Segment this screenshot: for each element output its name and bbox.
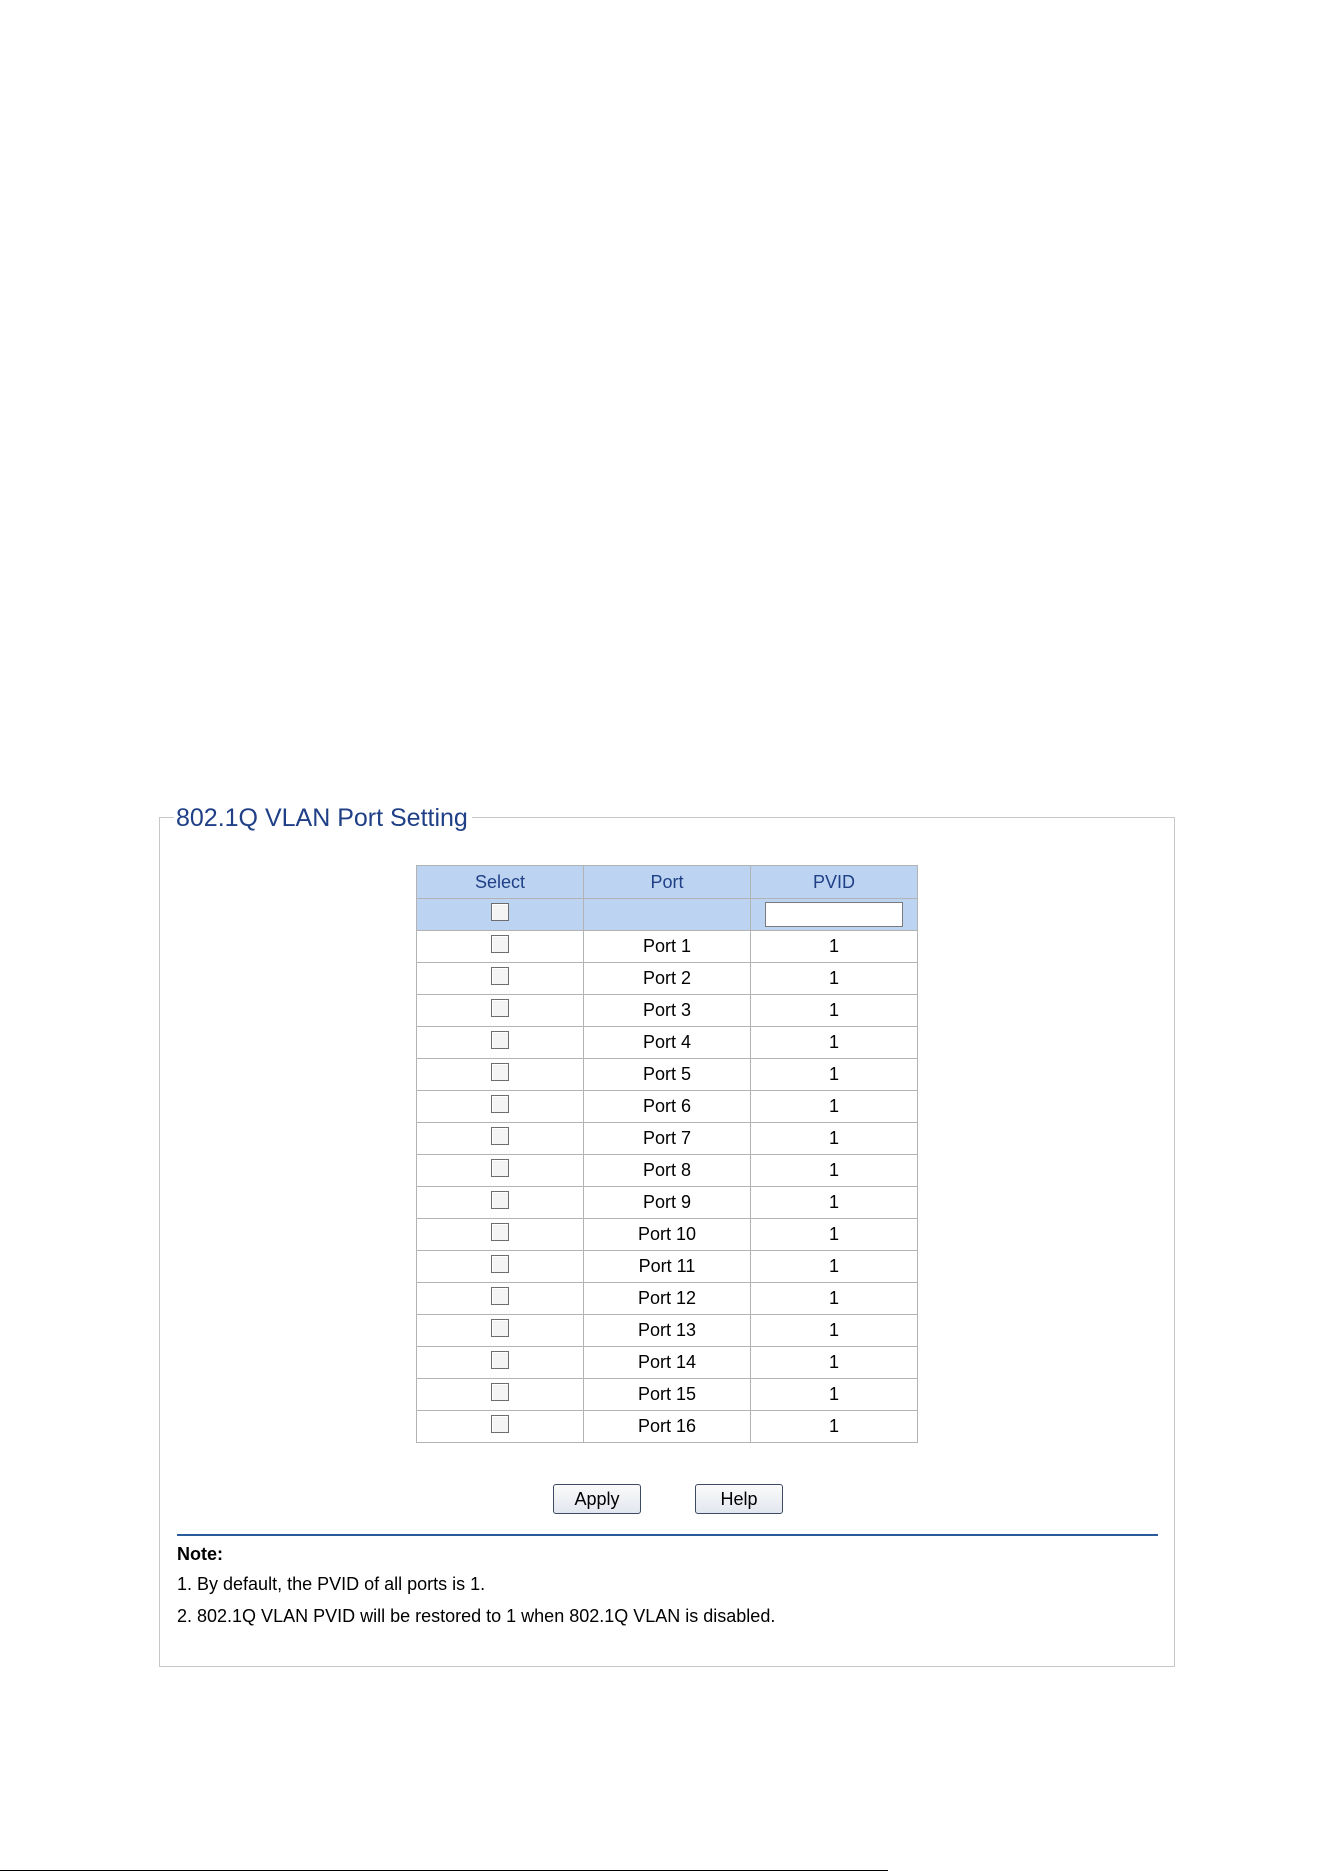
apply-button[interactable]: Apply bbox=[553, 1484, 641, 1514]
select-cell bbox=[417, 1251, 584, 1283]
port-select-checkbox[interactable] bbox=[491, 999, 509, 1017]
select-cell bbox=[417, 1187, 584, 1219]
port-select-checkbox[interactable] bbox=[491, 1063, 509, 1081]
select-all-checkbox[interactable] bbox=[491, 903, 509, 921]
select-cell bbox=[417, 931, 584, 963]
table-row bbox=[417, 1091, 918, 1123]
port-cell: Port 12 bbox=[584, 1283, 751, 1315]
table-row bbox=[417, 1187, 918, 1219]
port-select-checkbox[interactable] bbox=[491, 1223, 509, 1241]
pvid-cell: 1 bbox=[751, 1219, 918, 1251]
table-row bbox=[417, 995, 918, 1027]
pvid-cell: 1 bbox=[751, 1379, 918, 1411]
note-title: Note: bbox=[177, 1544, 223, 1564]
header-pvid: PVID bbox=[751, 866, 918, 899]
help-button[interactable]: Help bbox=[695, 1484, 783, 1514]
select-cell bbox=[417, 995, 584, 1027]
port-cell: Port 6 bbox=[584, 1091, 751, 1123]
port-cell: Port 11 bbox=[584, 1251, 751, 1283]
table-row bbox=[417, 1123, 918, 1155]
port-select-checkbox[interactable] bbox=[491, 1351, 509, 1369]
note-item: 1. By default, the PVID of all ports is 1. bbox=[177, 1574, 486, 1594]
pvid-cell: 1 bbox=[751, 1059, 918, 1091]
table-row bbox=[417, 963, 918, 995]
table-row bbox=[417, 1283, 918, 1315]
pvid-cell: 1 bbox=[751, 995, 918, 1027]
table-row bbox=[417, 1411, 918, 1443]
table-row bbox=[417, 1219, 918, 1251]
select-cell bbox=[417, 1315, 584, 1347]
port-cell: Port 5 bbox=[584, 1059, 751, 1091]
pvid-cell: 1 bbox=[751, 1027, 918, 1059]
port-cell: Port 16 bbox=[584, 1411, 751, 1443]
port-cell: Port 2 bbox=[584, 963, 751, 995]
pvid-cell: 1 bbox=[751, 1251, 918, 1283]
table-row bbox=[417, 1027, 918, 1059]
pvid-cell: 1 bbox=[751, 1283, 918, 1315]
port-select-checkbox[interactable] bbox=[491, 1383, 509, 1401]
port-select-checkbox[interactable] bbox=[491, 1159, 509, 1177]
port-select-checkbox[interactable] bbox=[491, 1319, 509, 1337]
select-all-port-cell bbox=[584, 899, 751, 931]
port-cell: Port 10 bbox=[584, 1219, 751, 1251]
header-select: Select bbox=[417, 866, 584, 899]
pvid-cell: 1 bbox=[751, 1411, 918, 1443]
port-cell: Port 9 bbox=[584, 1187, 751, 1219]
pvid-cell: 1 bbox=[751, 1187, 918, 1219]
select-cell bbox=[417, 1091, 584, 1123]
pvid-cell: 1 bbox=[751, 1091, 918, 1123]
port-cell: Port 14 bbox=[584, 1347, 751, 1379]
port-cell: Port 8 bbox=[584, 1155, 751, 1187]
port-cell: Port 4 bbox=[584, 1027, 751, 1059]
port-select-checkbox[interactable] bbox=[491, 967, 509, 985]
port-select-checkbox[interactable] bbox=[491, 1415, 509, 1433]
pvid-cell: 1 bbox=[751, 1155, 918, 1187]
select-cell bbox=[417, 1283, 584, 1315]
port-cell: Port 15 bbox=[584, 1379, 751, 1411]
pvid-cell: 1 bbox=[751, 1347, 918, 1379]
port-select-checkbox[interactable] bbox=[491, 1095, 509, 1113]
select-all-row bbox=[417, 899, 918, 931]
table-row bbox=[417, 1379, 918, 1411]
select-cell bbox=[417, 963, 584, 995]
pvid-input[interactable] bbox=[765, 902, 903, 927]
table-row bbox=[417, 931, 918, 963]
header-port: Port bbox=[584, 866, 751, 899]
page-bottom-rule bbox=[0, 1870, 888, 1871]
select-all-pvid-cell bbox=[751, 899, 918, 931]
port-select-checkbox[interactable] bbox=[491, 1127, 509, 1145]
select-all-cell bbox=[417, 899, 584, 931]
select-cell bbox=[417, 1347, 584, 1379]
port-select-checkbox[interactable] bbox=[491, 935, 509, 953]
select-cell bbox=[417, 1027, 584, 1059]
select-cell bbox=[417, 1219, 584, 1251]
pvid-cell: 1 bbox=[751, 1123, 918, 1155]
select-cell bbox=[417, 1379, 584, 1411]
port-pvid-table bbox=[416, 865, 918, 1443]
port-select-checkbox[interactable] bbox=[491, 1287, 509, 1305]
select-cell bbox=[417, 1155, 584, 1187]
port-cell: Port 13 bbox=[584, 1315, 751, 1347]
select-cell bbox=[417, 1411, 584, 1443]
port-select-checkbox[interactable] bbox=[491, 1191, 509, 1209]
note-item: 2. 802.1Q VLAN PVID will be restored to 1 when 802.1Q VLAN is disabled. bbox=[177, 1606, 776, 1626]
port-select-checkbox[interactable] bbox=[491, 1255, 509, 1273]
port-cell: Port 3 bbox=[584, 995, 751, 1027]
select-cell bbox=[417, 1059, 584, 1091]
pvid-cell: 1 bbox=[751, 963, 918, 995]
pvid-cell: 1 bbox=[751, 931, 918, 963]
port-cell: Port 7 bbox=[584, 1123, 751, 1155]
table-row bbox=[417, 1155, 918, 1187]
table-header-row bbox=[417, 866, 918, 899]
table-row bbox=[417, 1315, 918, 1347]
divider bbox=[177, 1534, 1158, 1536]
table-row bbox=[417, 1059, 918, 1091]
panel-title: 802.1Q VLAN Port Setting bbox=[174, 801, 472, 835]
port-cell: Port 1 bbox=[584, 931, 751, 963]
pvid-cell: 1 bbox=[751, 1315, 918, 1347]
port-select-checkbox[interactable] bbox=[491, 1031, 509, 1049]
select-cell bbox=[417, 1123, 584, 1155]
table-row bbox=[417, 1251, 918, 1283]
table-row bbox=[417, 1347, 918, 1379]
